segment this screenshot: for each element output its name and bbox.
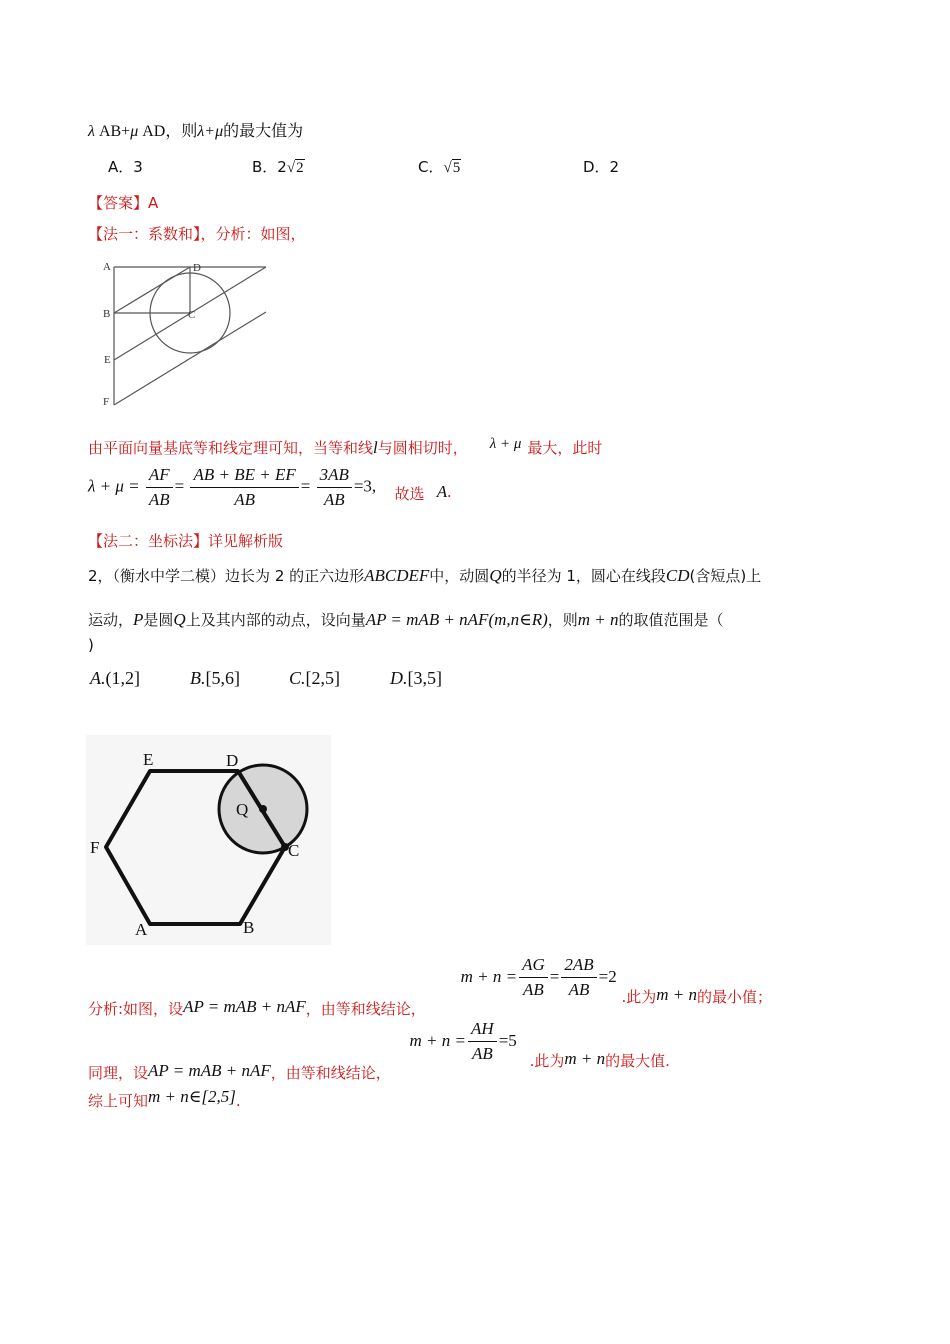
- analysis-max: 同理，设AP = mAB + nAF，由等和线结论， m + n = $\frac{AH}{AB}$ =5 .此为m + n的最大值.: [88, 1019, 670, 1082]
- problem2-option-d: D.[3,5]: [390, 668, 442, 688]
- problem2-option-b: B.[5,6]: [190, 668, 240, 688]
- fig1-label-f: F: [103, 396, 110, 408]
- problem2-line3: ): [88, 636, 94, 654]
- fig1-label-a: A: [103, 261, 111, 273]
- fig2-label-a: A: [135, 920, 148, 939]
- problem2-line2: 运动，P是圆Q上及其内部的动点，设向量AP = mAB + nAF(m,n∈R)，则m + n的取值范围是（: [88, 610, 724, 629]
- fig1-label-b: B: [103, 308, 111, 320]
- problem1-option-a: A．3: [108, 158, 143, 176]
- analysis-min: 分析:如图，设AP = mAB + nAF，由等和线结论， m + n = $\frac{AG}{AB}$ = $\frac{2AB}{AB}$ =2 .此为m + n的最小值；: [88, 955, 773, 1018]
- problem1-option-b: B．2√2: [252, 158, 304, 176]
- problem2-line1: 2，（衡水中学二模）边长为 2 的正六边形ABCDEF中，动圆Q的半径为 1，圆心在线段CD(含短点)上: [88, 566, 762, 585]
- problem1-option-c: C．√5: [418, 158, 461, 176]
- problem1-explanation: 由平面向量基底等和线定理可知，当等和线l与圆相切时， λ + μ 最大，此时: [88, 436, 603, 457]
- figure-hexagon-circle: [86, 735, 331, 945]
- fig1-label-e: E: [104, 354, 111, 366]
- method2-title: 【法二：坐标法】详见解析版: [88, 532, 284, 550]
- lambda-symbol: λ: [88, 123, 95, 140]
- method1-title: 【法一：系数和】，分析：如图，: [88, 225, 306, 243]
- conclusion: 综上可知m + n∈[2,5].: [88, 1087, 241, 1110]
- problem2-option-a: A.(1,2]: [90, 668, 140, 688]
- problem2-option-c: C.[2,5]: [289, 668, 341, 688]
- figure-equal-sum-lines: [98, 255, 278, 415]
- fig2-label-c: C: [288, 841, 300, 860]
- problem1-stem: λ AB+μ AD，则λ+μ的最大值为: [88, 123, 304, 140]
- fig1-label-c: C: [188, 309, 196, 321]
- fig2-label-b: B: [243, 918, 255, 937]
- fig2-label-e: E: [143, 750, 154, 769]
- fig1-label-d: D: [193, 262, 201, 274]
- fig2-label-f: F: [90, 838, 100, 857]
- fig2-label-d: D: [226, 751, 239, 770]
- mu-symbol: μ: [130, 123, 139, 140]
- fig2-label-q: Q: [236, 800, 249, 819]
- problem1-equation: λ + μ = $\frac{AF}{AB}$ = $\frac{AB + BE + EF}{AB}$ = $\frac{3AB}{AB}$ =3, 故选 A.: [88, 465, 452, 509]
- answer-label: 【答案】A: [88, 194, 159, 212]
- problem1-option-d: D．2: [583, 158, 620, 176]
